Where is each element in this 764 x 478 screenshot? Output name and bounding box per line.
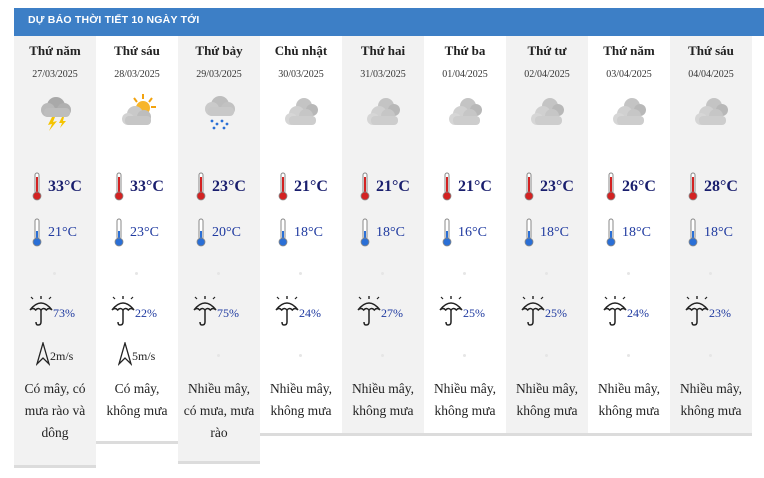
- thermometer-high-icon: [278, 172, 288, 202]
- day-name: Thứ ba: [444, 43, 486, 58]
- column-edge: [506, 433, 588, 436]
- umbrella-icon: [192, 294, 218, 328]
- thermometer-high-icon: [196, 172, 206, 202]
- cloudy-icon: [364, 92, 404, 132]
- umbrella-icon: [520, 294, 546, 328]
- column-edge: [14, 465, 96, 468]
- high-temp: 23°C: [212, 178, 246, 195]
- cloudy-icon: [528, 92, 568, 132]
- day-name: Thứ năm: [29, 43, 81, 58]
- thermometer-low-icon: [32, 218, 42, 248]
- rain-probability: 27%: [381, 306, 403, 320]
- column-edge: [342, 433, 424, 436]
- day-date: 28/03/2025: [114, 69, 160, 80]
- column-edge: [96, 441, 178, 444]
- sun-cloud-icon: [118, 92, 158, 132]
- day-date: 29/03/2025: [196, 69, 242, 80]
- umbrella-icon: [356, 294, 382, 328]
- weather-description: Có mây, có mưa rào và dông: [24, 381, 86, 440]
- high-temp: 23°C: [540, 178, 574, 195]
- cloudy-icon: [282, 92, 322, 132]
- day-name: Thứ năm: [603, 43, 655, 58]
- day-name: Thứ sáu: [114, 43, 160, 58]
- weather-description: Nhiều mây, không mưa: [515, 381, 579, 418]
- rain-probability: 24%: [299, 306, 321, 320]
- day-date: 04/04/2025: [688, 69, 734, 80]
- wind-direction-icon: [36, 342, 50, 366]
- day-column: [14, 36, 96, 468]
- separator-dot: [627, 272, 630, 275]
- rain-probability: 25%: [463, 306, 485, 320]
- thermometer-high-icon: [688, 172, 698, 202]
- day-name: Thứ bảy: [195, 43, 243, 58]
- weather-description: Nhiều mây, không mưa: [433, 381, 497, 418]
- separator-dot: [627, 354, 630, 357]
- separator-dot: [709, 354, 712, 357]
- umbrella-icon: [110, 294, 136, 328]
- separator-dot: [381, 272, 384, 275]
- weather-description: Nhiều mây, không mưa: [269, 381, 333, 418]
- separator-dot: [545, 354, 548, 357]
- weather-description: Có mây, không mưa: [106, 381, 168, 418]
- column-edge: [424, 433, 506, 436]
- weather-description: Nhiều mây, không mưa: [597, 381, 661, 418]
- wind-speed: 2m/s: [50, 349, 74, 363]
- low-temp: 16°C: [458, 225, 487, 240]
- day-date: 30/03/2025: [278, 69, 324, 80]
- umbrella-icon: [28, 294, 54, 328]
- forecast-title: DỰ BÁO THỜI TIẾT 10 NGÀY TỚI: [28, 14, 200, 26]
- cloudy-icon: [446, 92, 486, 132]
- day-date: 02/04/2025: [524, 69, 570, 80]
- separator-dot: [299, 354, 302, 357]
- day-column: [178, 36, 260, 464]
- rain-probability: 25%: [545, 306, 567, 320]
- high-temp: 33°C: [130, 178, 164, 195]
- rain-probability: 73%: [53, 306, 75, 320]
- day-date: 03/04/2025: [606, 69, 652, 80]
- day-date: 31/03/2025: [360, 69, 406, 80]
- high-temp: 26°C: [622, 178, 656, 195]
- separator-dot: [53, 272, 56, 275]
- separator-dot: [299, 272, 302, 275]
- day-date: 27/03/2025: [32, 69, 78, 80]
- thermometer-low-icon: [688, 218, 698, 248]
- umbrella-icon: [684, 294, 710, 328]
- day-name: Thứ tư: [527, 43, 567, 58]
- thermometer-low-icon: [442, 218, 452, 248]
- column-edge: [178, 461, 260, 464]
- column-edge: [670, 433, 752, 436]
- rain-cloud-icon: [200, 92, 240, 132]
- low-temp: 18°C: [294, 225, 323, 240]
- rain-probability: 24%: [627, 306, 649, 320]
- day-date: 01/04/2025: [442, 69, 488, 80]
- day-column: [424, 36, 506, 436]
- rain-probability: 22%: [135, 306, 157, 320]
- low-temp: 18°C: [622, 225, 651, 240]
- thunderstorm-icon: [36, 92, 76, 132]
- cloudy-icon: [610, 92, 650, 132]
- separator-dot: [217, 354, 220, 357]
- low-temp: 20°C: [212, 225, 241, 240]
- thermometer-low-icon: [278, 218, 288, 248]
- thermometer-high-icon: [114, 172, 124, 202]
- thermometer-high-icon: [32, 172, 42, 202]
- umbrella-icon: [438, 294, 464, 328]
- wind-speed: 5m/s: [132, 349, 156, 363]
- day-name: Chủ nhật: [274, 43, 328, 58]
- high-temp: 33°C: [48, 178, 82, 195]
- column-edge: [588, 433, 670, 436]
- thermometer-low-icon: [360, 218, 370, 248]
- rain-probability: 23%: [709, 306, 731, 320]
- low-temp: 18°C: [704, 225, 733, 240]
- day-column: [506, 36, 588, 436]
- low-temp: 23°C: [130, 225, 159, 240]
- rain-probability: 75%: [217, 306, 239, 320]
- weather-description: Nhiều mây, có mưa, mưa rào: [183, 381, 255, 440]
- wind-direction-icon: [118, 342, 132, 366]
- low-temp: 18°C: [376, 225, 405, 240]
- separator-dot: [463, 272, 466, 275]
- weather-description: Nhiều mây, không mưa: [679, 381, 743, 418]
- thermometer-high-icon: [606, 172, 616, 202]
- day-column: [670, 36, 752, 436]
- thermometer-low-icon: [606, 218, 616, 248]
- cloudy-icon: [692, 92, 732, 132]
- high-temp: 21°C: [376, 178, 410, 195]
- thermometer-low-icon: [524, 218, 534, 248]
- day-column: [260, 36, 342, 436]
- umbrella-icon: [602, 294, 628, 328]
- separator-dot: [135, 272, 138, 275]
- high-temp: 21°C: [294, 178, 328, 195]
- thermometer-high-icon: [360, 172, 370, 202]
- thermometer-high-icon: [524, 172, 534, 202]
- weather-description: Nhiều mây, không mưa: [351, 381, 415, 418]
- separator-dot: [217, 272, 220, 275]
- separator-dot: [709, 272, 712, 275]
- separator-dot: [463, 354, 466, 357]
- low-temp: 18°C: [540, 225, 569, 240]
- low-temp: 21°C: [48, 225, 77, 240]
- separator-dot: [545, 272, 548, 275]
- thermometer-low-icon: [196, 218, 206, 248]
- day-column: [96, 36, 178, 444]
- high-temp: 28°C: [704, 178, 738, 195]
- separator-dot: [381, 354, 384, 357]
- column-edge: [260, 433, 342, 436]
- day-name: Thứ sáu: [688, 43, 734, 58]
- umbrella-icon: [274, 294, 300, 328]
- day-column: [588, 36, 670, 436]
- day-column: [342, 36, 424, 436]
- thermometer-low-icon: [114, 218, 124, 248]
- high-temp: 21°C: [458, 178, 492, 195]
- thermometer-high-icon: [442, 172, 452, 202]
- day-name: Thứ hai: [360, 43, 406, 58]
